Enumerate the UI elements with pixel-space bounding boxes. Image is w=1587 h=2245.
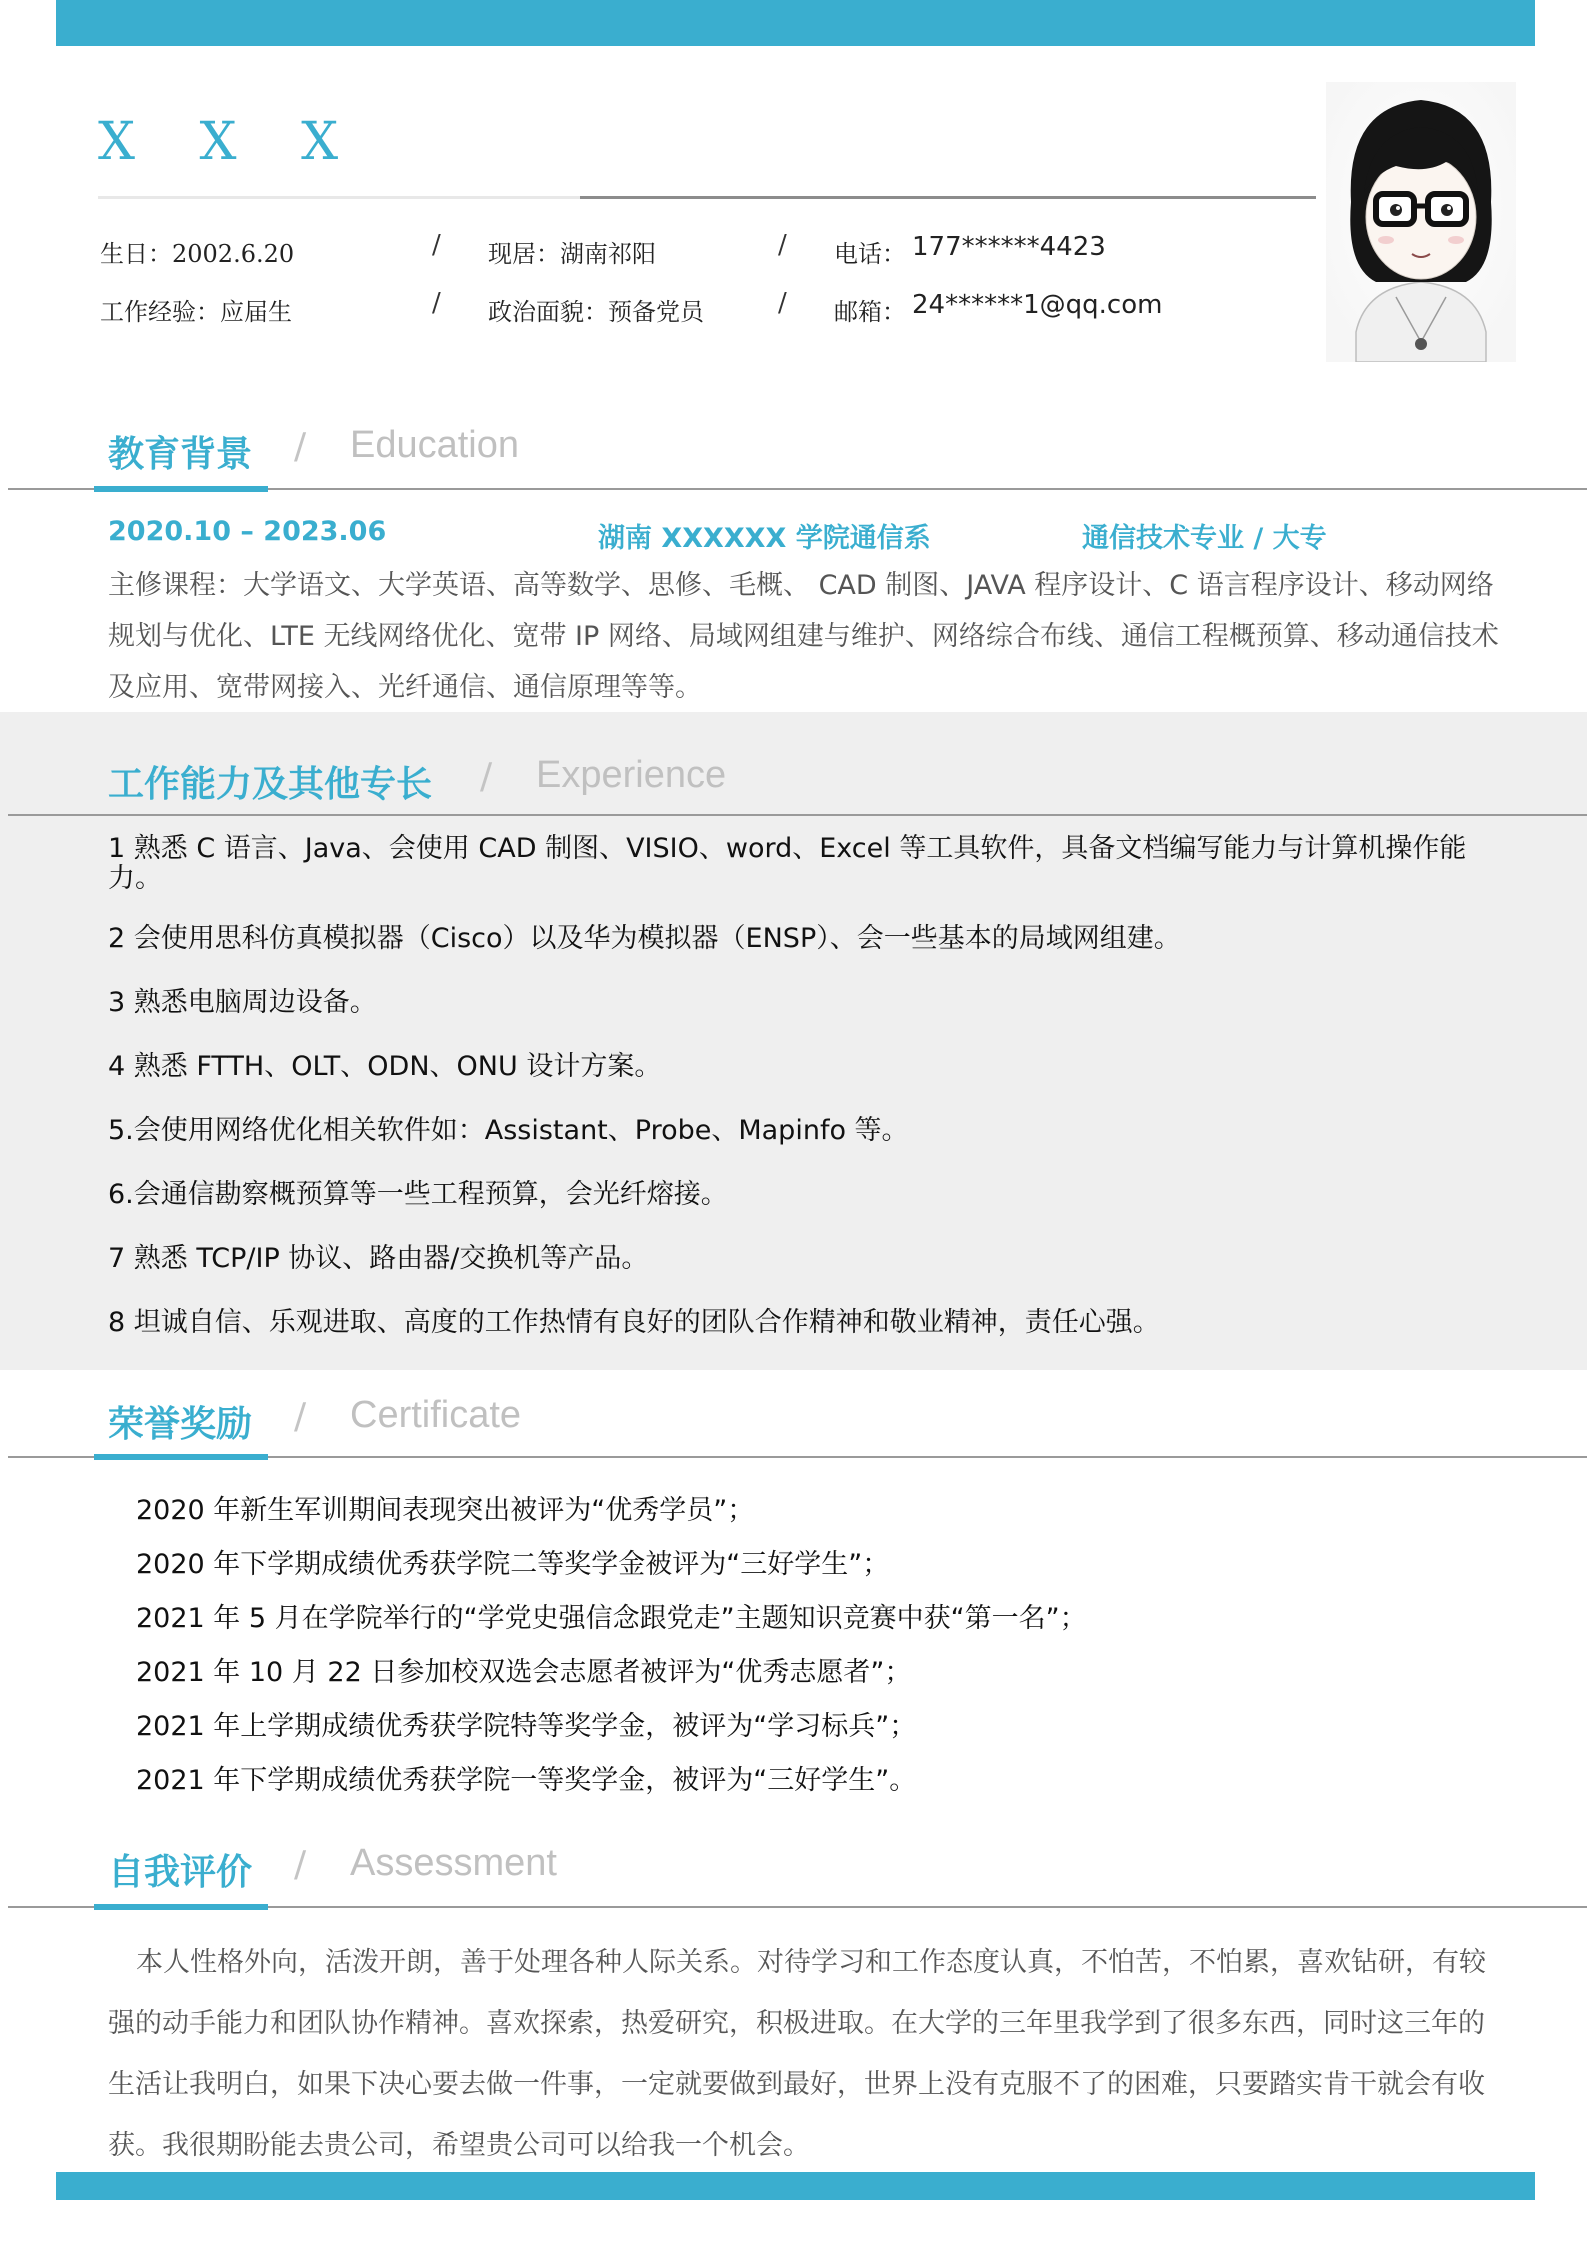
experience-item: 6.会通信勘察概预算等一些工程预算，会光纤熔接。 — [108, 1179, 728, 1210]
certificate-item: 2020 年下学期成绩优秀获学院二等奖学金被评为“三好学生”； — [136, 1549, 890, 1580]
section-title-assessment: 自我评价 — [108, 1852, 253, 1893]
avatar — [1326, 82, 1516, 362]
section-underline — [94, 1454, 268, 1460]
name-underline-light — [98, 196, 580, 199]
email-value: 24******1@qq.com — [912, 290, 1163, 320]
self-assessment-text: 本人性格外向，活泼开朗，善于处理各种人际关系。对待学习和工作态度认真，不怕苦，不怕累，喜欢钻研，有较强的动手能力和团队协作精神。喜欢探索，热爱研究，积极进取。在大学的三年里我学到了很多东西，同时这三年的生活让我明白，如果下决心要去做一件事，一定就要做到最好，世界上没有克服不了的困难，只要踏实肯干就会有收获。我很期盼能去贵公司，希望贵公司可以给我一个机会。 — [108, 1947, 1486, 2161]
certificate-item: 2020 年新生军训期间表现突出被评为“优秀学员”； — [136, 1495, 755, 1526]
education-courses: 主修课程：大学语文、大学英语、高等数学、思修、毛概、 CAD 制图、JAVA 程序设计、C 语言程序设计、移动网络规划与优化、LTE 无线网络优化、宽带 IP 网络、局域网组建与维护、网络综合布线、通信工程概预算、移动通信技术及应用、宽带网接入、光纤通信、通信原理等等。 — [108, 570, 1499, 703]
education-school: 湖南 XXXXXX 学院通信系 — [598, 523, 931, 554]
education-major: 通信技术专业 / 大专 — [1082, 523, 1327, 554]
experience-item: 2 会使用思科仿真模拟器（Cisco）以及华为模拟器（ENSP）、会一些基本的局域网组建。 — [108, 923, 1181, 954]
experience-item: 1 熟悉 C 语言、Java、会使用 CAD 制图、VISIO、word、Excel 等工具软件，具备文档编写能力与计算机操作能力。 — [108, 833, 1467, 894]
section-underline — [94, 486, 268, 492]
phone-label: 电话： — [834, 240, 906, 268]
section-title-experience-en: Experience — [536, 754, 727, 796]
residence: 现居：湖南祁阳 — [488, 240, 656, 268]
bottom-accent-bar — [56, 2172, 1535, 2200]
political-status: 政治面貌：预备党员 — [488, 298, 704, 326]
info-separator: / — [778, 230, 787, 260]
phone-value: 177******4423 — [912, 232, 1106, 262]
section-slash: / — [480, 756, 493, 797]
section-title-education: 教育背景 — [108, 434, 253, 475]
info-separator: / — [432, 230, 441, 260]
experience-item: 3 熟悉电脑周边设备。 — [108, 987, 377, 1018]
section-title-education-en: Education — [350, 424, 520, 466]
info-separator: / — [778, 288, 787, 318]
section-slash: / — [294, 426, 307, 467]
email-label: 邮箱： — [834, 298, 906, 326]
certificate-item: 2021 年上学期成绩优秀获学院特等奖学金，被评为“学习标兵”； — [136, 1711, 917, 1742]
top-accent-bar — [56, 0, 1535, 46]
section-title-certificate-en: Certificate — [350, 1394, 522, 1436]
certificate-item: 2021 年 10 月 22 日参加校双选会志愿者被评为“优秀志愿者”； — [136, 1657, 912, 1688]
candidate-name: X X X — [98, 112, 363, 172]
section-slash: / — [294, 1844, 307, 1885]
experience-item: 7 熟悉 TCP/IP 协议、路由器/交换机等产品。 — [108, 1243, 649, 1274]
birthday: 生日：2002.6.20 — [100, 240, 295, 268]
experience-item: 8 坦诚自信、乐观进取、高度的工作热情有良好的团队合作精神和敬业精神，责任心强。 — [108, 1307, 1160, 1338]
experience-item: 5.会使用网络优化相关软件如：Assistant、Probe、Mapinfo 等。 — [108, 1115, 909, 1146]
section-divider — [8, 814, 1587, 816]
name-underline-dark — [580, 196, 1316, 199]
experience-item: 4 熟悉 FTTH、OLT、ODN、ONU 设计方案。 — [108, 1051, 662, 1082]
education-period: 2020.10 – 2023.06 — [108, 516, 387, 547]
info-separator: / — [432, 288, 441, 318]
section-slash: / — [294, 1396, 307, 1437]
section-title-assessment-en: Assessment — [350, 1842, 557, 1884]
work-experience: 工作经验：应届生 — [100, 298, 292, 326]
certificate-item: 2021 年下学期成绩优秀获学院一等奖学金，被评为“三好学生”。 — [136, 1765, 917, 1796]
certificate-item: 2021 年 5 月在学院举行的“学党史强信念跟党走”主题知识竞赛中获“第一名”； — [136, 1603, 1087, 1634]
section-title-experience: 工作能力及其他专长 — [108, 764, 433, 805]
section-title-certificate: 荣誉奖励 — [108, 1404, 253, 1445]
section-underline — [94, 1904, 268, 1910]
